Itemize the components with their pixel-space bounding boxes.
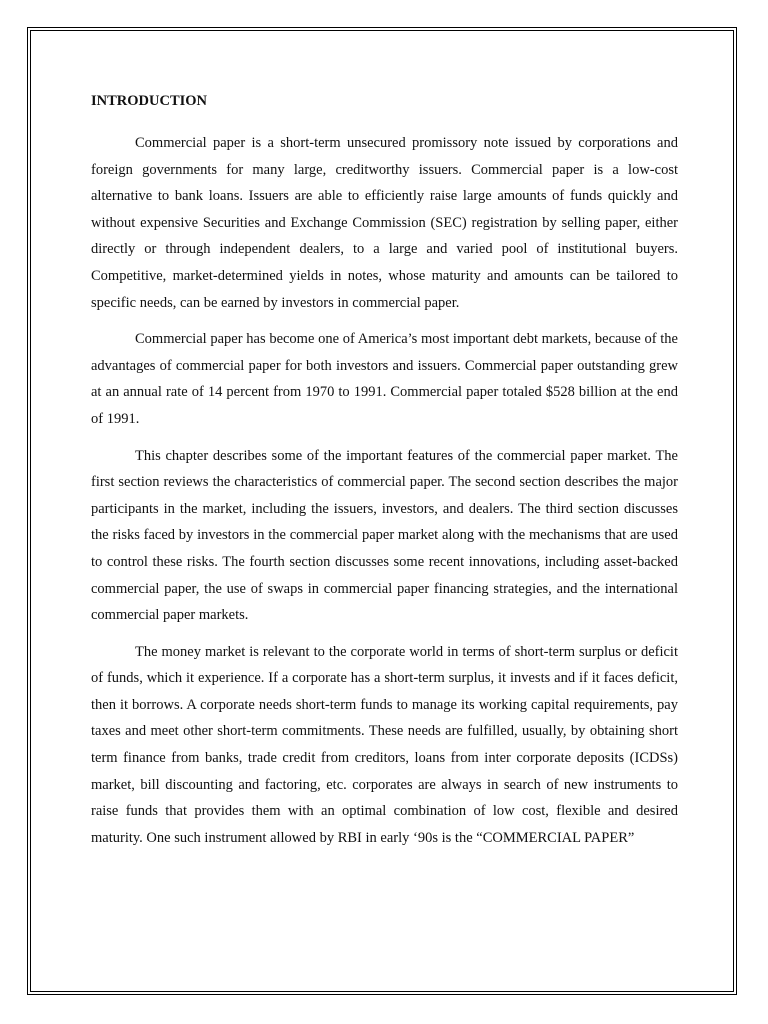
paragraph-1: Commercial paper is a short-term unsecured promissory note issued by corporations and foreign governments for many large, creditworthy issuers. Commercial paper is a low-cost alternative to bank loans. Issuers are able to efficiently raise large amounts of funds quickly and without expensive Securities and Exchange Commission (SEC) registration by selling paper, either directly or through independent dealers, to a large and varied pool of institutional buyers. Competitive, market-determined yields in notes, whose maturity and amounts can be tailored to specific needs, can be earned by investors in commercial paper.	[91, 135, 678, 311]
paragraph-2: Commercial paper has become one of America’s most important debt markets, because of the advantages of commercial paper for both investors and issuers. Commercial paper outstanding grew at an annual rate of 14 percent from 1970 to 1991. Commercial paper totaled $528 billion at the end of 1991.	[91, 331, 678, 427]
section-heading: INTRODUCTION	[91, 93, 208, 109]
paragraph-3: This chapter describes some of the important features of the commercial paper market. The first section reviews the characteristics of commercial paper. The second section describes the major participants in the market, including the issuers, investors, and dealers. The third section discusses the risks faced by investors in the commercial paper market along with the mechanisms that are used to control these risks. The fourth section discusses some recent innovations, including asset-backed commercial paper, the use of swaps in commercial paper financing strategies, and the international commercial paper markets.	[91, 447, 678, 624]
paragraph-4: The money market is relevant to the corporate world in terms of short-term surplus or deficit of funds, which it experience. If a corporate has a short-term surplus, it invests and if it faces deficit, then it borrows. A corporate needs short-term funds to manage its working capital requirements, pay taxes and meet other short-term commitments. These needs are fulfilled, usually, by obtaining short term finance from banks, trade credit from creditors, loans from inter corporate deposits (ICDSs) market, bill discounting and factoring, etc. corporates are always in search of new instruments to raise funds that provides them with an optimal combination of low cost, flexible and desired maturity. One such instrument allowed by RBI in early ‘90s is the “COMMERCIAL PAPER”	[91, 643, 678, 846]
document-body	[91, 91, 678, 861]
